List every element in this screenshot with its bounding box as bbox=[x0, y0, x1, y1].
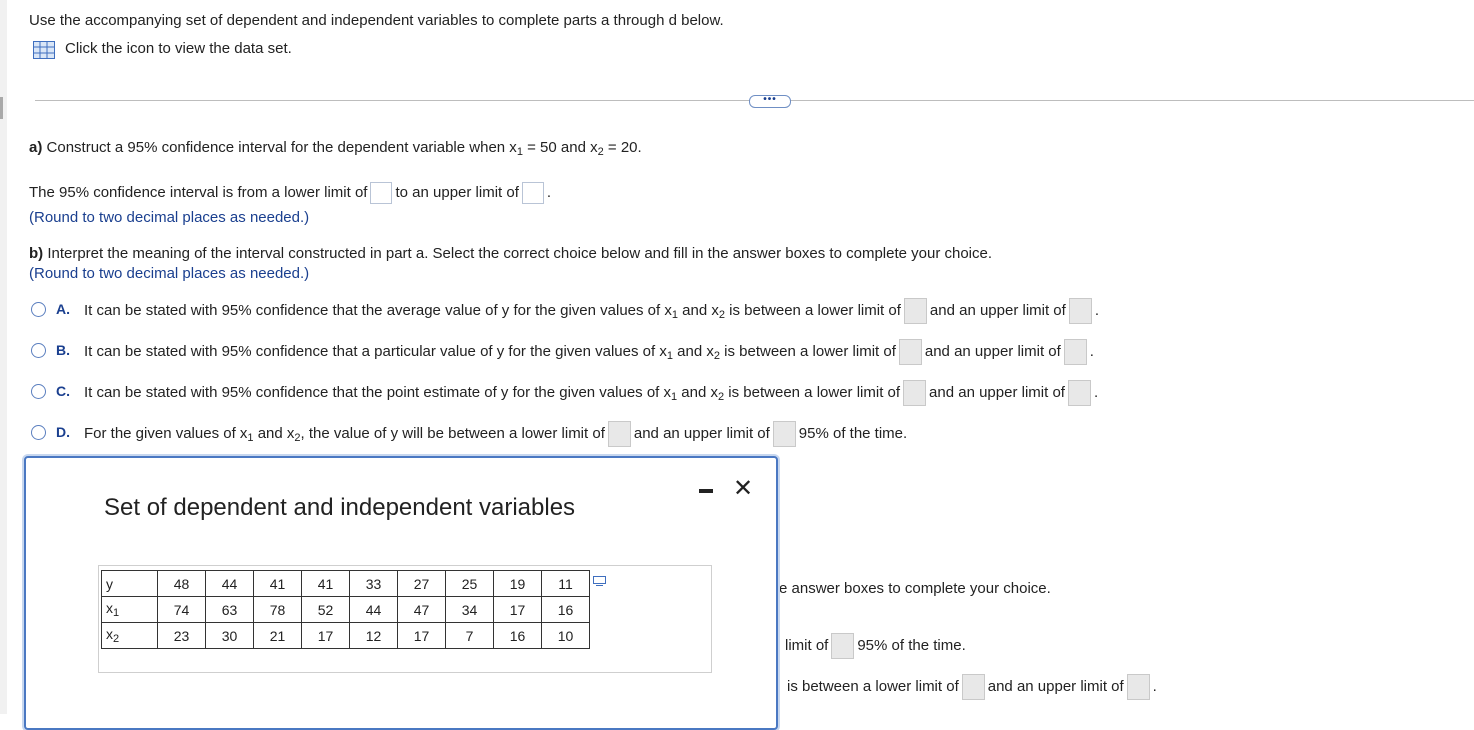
part-b-round-note: (Round to two decimal places as needed.) bbox=[29, 265, 310, 282]
left-edge-marker bbox=[0, 97, 3, 119]
choice-a-lower-input[interactable] bbox=[904, 298, 927, 324]
table-cell: 41 bbox=[254, 571, 302, 597]
table-cell: 19 bbox=[494, 571, 542, 597]
row-label-x1: $x_1$ bbox=[102, 597, 158, 623]
choice-b-upper-input[interactable] bbox=[1064, 339, 1087, 365]
choice-c-upper-input[interactable] bbox=[1068, 380, 1091, 406]
part-b-label: b) bbox=[29, 245, 48, 262]
obscured-text-line-1: e answer boxes to complete your choice. bbox=[779, 580, 1051, 597]
obscured-input-3[interactable] bbox=[1127, 674, 1150, 700]
table-row-y bbox=[102, 571, 590, 597]
part-b-question: b) Interpret the meaning of the interval constructed in part a. Select the correct choice below and fill in the answer boxes to complete your choice. bbox=[29, 245, 993, 262]
dataset-link[interactable]: Click the icon to view the data set. bbox=[65, 40, 292, 57]
part-a-question: a) Construct a 95% confidence interval for the dependent variable when $x_1 = 50$ and $x_2 = 20$. bbox=[29, 139, 642, 158]
table-cell: 10 bbox=[542, 623, 590, 649]
minimize-button[interactable] bbox=[699, 489, 713, 493]
table-cell: 78 bbox=[254, 597, 302, 623]
table-cell: 21 bbox=[254, 623, 302, 649]
close-button[interactable]: ✕ bbox=[733, 475, 754, 502]
left-edge-bar bbox=[0, 0, 7, 714]
copy-table-icon[interactable] bbox=[593, 576, 607, 586]
table-cell: 11 bbox=[542, 571, 590, 597]
choice-a-letter: A. bbox=[56, 301, 70, 317]
instruction-text: Use the accompanying set of dependent and independent variables to complete parts a through d below. bbox=[29, 12, 724, 29]
choice-d-radio[interactable] bbox=[31, 425, 46, 440]
data-set-popup bbox=[24, 456, 778, 730]
choice-d-upper-input[interactable] bbox=[773, 421, 796, 447]
table-cell: 16 bbox=[494, 623, 542, 649]
popup-title: Set of dependent and independent variables bbox=[104, 494, 576, 521]
obscured-input-2[interactable] bbox=[962, 674, 985, 700]
upper-limit-input[interactable] bbox=[522, 182, 544, 204]
more-button[interactable]: ••• bbox=[749, 95, 791, 108]
choice-c-text[interactable]: It can be stated with 95% confidence that the point estimate of y for the given values of $x_1$ and $x_2$ is between a lower limit of and an upper limit of . bbox=[84, 380, 1098, 406]
table-row-x1 bbox=[102, 597, 590, 623]
table-cell: 17 bbox=[302, 623, 350, 649]
table-cell: 41 bbox=[302, 571, 350, 597]
table-cell: 17 bbox=[494, 597, 542, 623]
table-cell: 23 bbox=[158, 623, 206, 649]
choice-b-lower-input[interactable] bbox=[899, 339, 922, 365]
table-row-x2 bbox=[102, 623, 590, 649]
choice-d-text[interactable]: For the given values of $x_1$ and $x_2$, the value of y will be between a lower limit of and an upper limit of 95% of the time. bbox=[84, 421, 907, 447]
choice-d-letter: D. bbox=[56, 424, 70, 440]
table-cell: 74 bbox=[158, 597, 206, 623]
lower-limit-input[interactable] bbox=[370, 182, 392, 204]
table-cell: 30 bbox=[206, 623, 254, 649]
choice-c-letter: C. bbox=[56, 383, 70, 399]
table-cell: 47 bbox=[398, 597, 446, 623]
choice-b-text[interactable]: It can be stated with 95% confidence that a particular value of y for the given values of $x_1$ and $x_2$ is between a lower limit of and an upper limit of . bbox=[84, 339, 1094, 365]
table-cell: 44 bbox=[206, 571, 254, 597]
table-cell: 33 bbox=[350, 571, 398, 597]
choice-d-lower-input[interactable] bbox=[608, 421, 631, 447]
table-cell: 17 bbox=[398, 623, 446, 649]
obscured-input-1[interactable] bbox=[831, 633, 854, 659]
choice-b-letter: B. bbox=[56, 342, 70, 358]
table-cell: 44 bbox=[350, 597, 398, 623]
choice-b-radio[interactable] bbox=[31, 343, 46, 358]
obscured-text-line-2: limit of 95% of the time. bbox=[779, 633, 966, 659]
data-table-container bbox=[98, 565, 712, 673]
table-cell: 16 bbox=[542, 597, 590, 623]
data-table bbox=[101, 570, 590, 649]
table-cell: 63 bbox=[206, 597, 254, 623]
obscured-text-line-3: is between a lower limit of and an upper limit of . bbox=[779, 674, 1157, 700]
table-cell: 7 bbox=[446, 623, 494, 649]
table-cell: 48 bbox=[158, 571, 206, 597]
data-table-icon[interactable] bbox=[33, 41, 55, 59]
part-a-round-note: (Round to two decimal places as needed.) bbox=[29, 209, 310, 226]
table-cell: 27 bbox=[398, 571, 446, 597]
choice-c-lower-input[interactable] bbox=[903, 380, 926, 406]
table-cell: 12 bbox=[350, 623, 398, 649]
table-cell: 34 bbox=[446, 597, 494, 623]
table-cell: 52 bbox=[302, 597, 350, 623]
choice-a-radio[interactable] bbox=[31, 302, 46, 317]
choice-a-upper-input[interactable] bbox=[1069, 298, 1092, 324]
part-a-label: a) bbox=[29, 139, 47, 156]
row-label-x2: $x_2$ bbox=[102, 623, 158, 649]
choice-c-radio[interactable] bbox=[31, 384, 46, 399]
table-cell: 25 bbox=[446, 571, 494, 597]
choice-a-text[interactable]: It can be stated with 95% confidence that the average value of y for the given values of $x_1$ and $x_2$ is between a lower limit of and an upper limit of . bbox=[84, 298, 1099, 324]
row-label-y: y bbox=[102, 571, 158, 597]
part-a-answer-line: The 95% confidence interval is from a lower limit of to an upper limit of . bbox=[29, 182, 551, 204]
